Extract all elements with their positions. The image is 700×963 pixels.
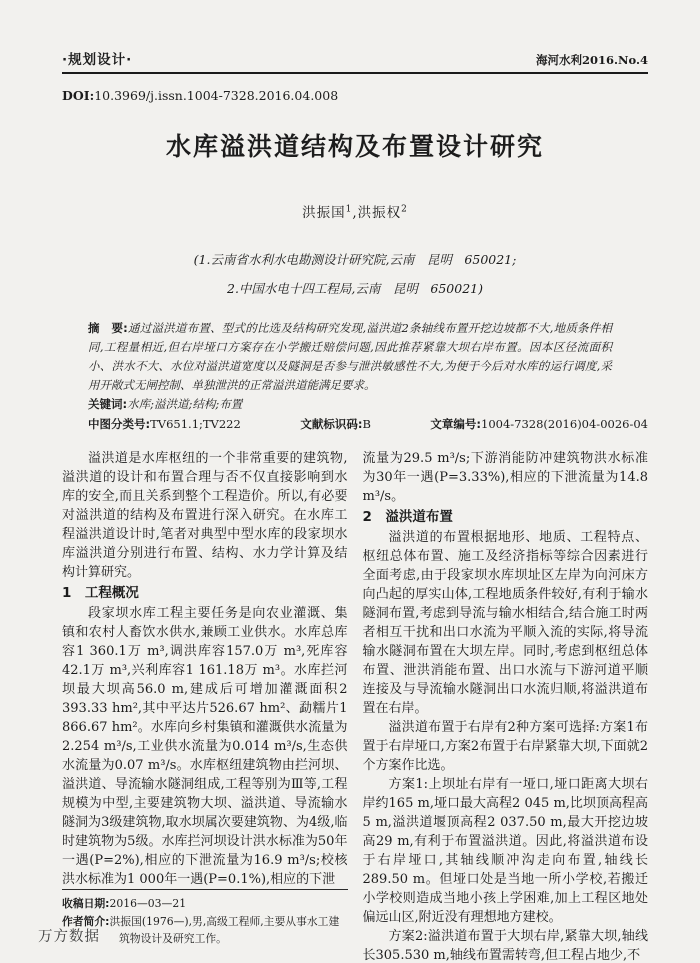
- doi-line: [62, 88, 648, 103]
- continuation-paragraph: 流量为29.5 m³/s;下游消能防冲建筑物洪水标准为30年一遇(P=3.33%),相应的下泄流量为14.8 m³/s。: [362, 451, 648, 504]
- footnote-block: [62, 889, 348, 948]
- section-2-paragraph-2: 溢洪道布置于右岸有2种方案可选择:方案1布置于右岸垭口,方案2布置于右岸紧靠大坝,下面就2个方案作比选。: [362, 720, 648, 773]
- abstract-text: 通过溢洪道布置、型式的比选及结构研究发现,溢洪道2条轴线布置开挖边坡都不大,地质条件相同,工程量相近,但右岸垭口方案存在小学搬迁赔偿问题,因此推荐紧靠大坝右岸布置。因本区径流面积小、洪水不大、水位对溢洪道宽度以及隧洞是否参与泄洪敏感性不大,为便于今后对水库的运行调度,采用开敞式无闸控制、单独泄洪的正常溢洪道能满足要求。: [88, 321, 613, 392]
- doi-label: DOI:: [62, 88, 95, 103]
- section-2-heading: 2 溢洪道布置: [362, 509, 453, 525]
- author-bio-label: 作者简介:: [62, 914, 110, 928]
- clc-number: [88, 416, 241, 432]
- section-1-heading: 1 工程概况: [62, 585, 139, 601]
- author-2-superscript: 2: [401, 204, 408, 215]
- document-code-label: 文献标识码:: [300, 417, 363, 431]
- article-id-label: 文章编号:: [430, 417, 482, 431]
- header-rule: [62, 72, 648, 74]
- received-date-value: 2016—03—21: [109, 897, 187, 910]
- author-1-superscript: 1: [345, 204, 353, 215]
- clc-value: TV651.1;TV222: [150, 417, 241, 431]
- authors-line: [62, 201, 648, 221]
- section-2-paragraph-1: 溢洪道的布置根据地形、地质、工程特点、枢纽总体布置、施工及经济指标等综合因素进行全面考虑,由于段家坝水库坝址区左岸为向河床方向凸起的厚实山体,工程地质条件较好,有利于输水隧洞布置,考虑到导流与输水相结合,结合施工时两者相互干扰和出口水流为平顺入流的实际,将导流输水隧洞布置在大坝左岸。同时,考虑到枢纽总体布置、泄洪消能布置、出口水流与下游河道平顺连接及与导流输水隧洞出口水流归顺,将溢洪道布置在右岸。: [362, 530, 648, 716]
- abstract-label: 摘 要:: [88, 321, 128, 335]
- received-date-label: 收稿日期:: [62, 897, 110, 910]
- section-label: ·规划设计·: [62, 52, 133, 68]
- section-1-paragraph: 段家坝水库工程主要任务是向农业灌溉、集镇和农村人畜饮水供水,兼顾工业供水。水库总库容1 360.1万 m³,调洪库容157.0万 m³,死库容42.1万 m³,兴利库容1 161.18万 m³。水库拦河坝最大坝高56.0 m,建成后可增加灌溉面积2 393.33 hm²,其中平达片526.67 hm²、勐糯片1 866.67 hm²。水库向乡村集镇和灌溉供水流量为2.254 m³/s,工业供水流量为0.014 m³/s,生态供水流量为0.07 m³/s。水库枢纽建筑物由拦河坝、溢洪道、导流输水隧洞组成,工程等别为Ⅲ等,工程规模为中型,主要建筑物大坝、溢洪道、导流输水隧洞为3级建筑物,取水坝属次要建筑物、为4级,临时建筑物为5级。水库拦河坝设计洪水标准为50年一遇(P=2%),相应的下泄流量为16.9 m³/s;校核洪水标准为1 000年一遇(P=0.1%),相应的下泄: [62, 606, 348, 887]
- abstract-paragraph: [88, 319, 612, 395]
- affiliation-2: 2.中国水电十四工程局,云南 昆明 650021): [227, 281, 483, 296]
- doi-value: 10.3969/j.issn.1004-7328.2016.04.008: [94, 88, 339, 103]
- keywords-text: 水库;溢洪道;结构;布置: [127, 397, 243, 411]
- abstract-block: [88, 319, 612, 414]
- footnote-author-bio: [62, 913, 348, 948]
- author-1-name: 洪振国: [302, 205, 346, 221]
- section-2-paragraph-4: 方案2:溢洪道布置于大坝右岸,紧靠大坝,轴线长305.530 m,轴线布置需转弯,但工程占地少,不: [362, 929, 648, 963]
- article-id: [430, 416, 648, 432]
- keywords-label: 关键词:: [88, 397, 128, 411]
- section-2-paragraph-3: 方案1:上坝址右岸有一垭口,垭口距离大坝右岸约165 m,垭口最大高程2 045 m,比坝顶高程高5 m,溢洪道堰顶高程2 037.50 m,最大开挖边坡高29 m,有利于布置溢洪道。因此,将溢洪道布设于右岸垭口,其轴线顺冲沟走向布置,轴线长289.50 m。但垭口处是当地一所小学校,若搬迁小学校则造成当地小孩上学困难,加上工程区地处偏远山区,附近没有理想地方建校。: [362, 777, 648, 925]
- clc-label: 中图分类号:: [88, 417, 151, 431]
- footnote-received-date: [62, 895, 348, 913]
- article-id-value: 1004-7328(2016)04-0026-04: [481, 417, 648, 431]
- affiliations-block: [62, 245, 648, 303]
- affiliation-1: (1.云南省水利水电勘测设计研究院,云南 昆明 650021;: [193, 252, 517, 267]
- journal-issue-label: 海河水利2016.No.4: [536, 53, 648, 67]
- wanfang-data-watermark: 万方数据: [38, 929, 100, 945]
- intro-paragraph: 溢洪道是水库枢纽的一个非常重要的建筑物,溢洪道的设计和布置合理与否不仅直接影响到水库的安全,而且关系到整个工程造价。所以,有必要对溢洪道的结构及布置进行深入研究。在水库工程溢洪道设计时,笔者对典型中型水库的段家坝水库溢洪道分别进行布置、结构、水力学计算及结构计算研究。: [62, 451, 348, 580]
- author-bio-value: 洪振国(1976—),男,高级工程师,主要从事水工建筑物设计及研究工作。: [109, 914, 340, 945]
- article-title: 水库溢洪道结构及布置设计研究: [165, 132, 544, 161]
- document-code: [300, 416, 371, 432]
- page-header: [62, 48, 648, 68]
- author-2-name: 洪振权: [357, 205, 402, 221]
- document-code-value: B: [362, 417, 371, 431]
- meta-row: [88, 416, 648, 432]
- right-column: [362, 449, 649, 963]
- keywords-line: [88, 395, 612, 414]
- author-separator: ,: [352, 205, 358, 221]
